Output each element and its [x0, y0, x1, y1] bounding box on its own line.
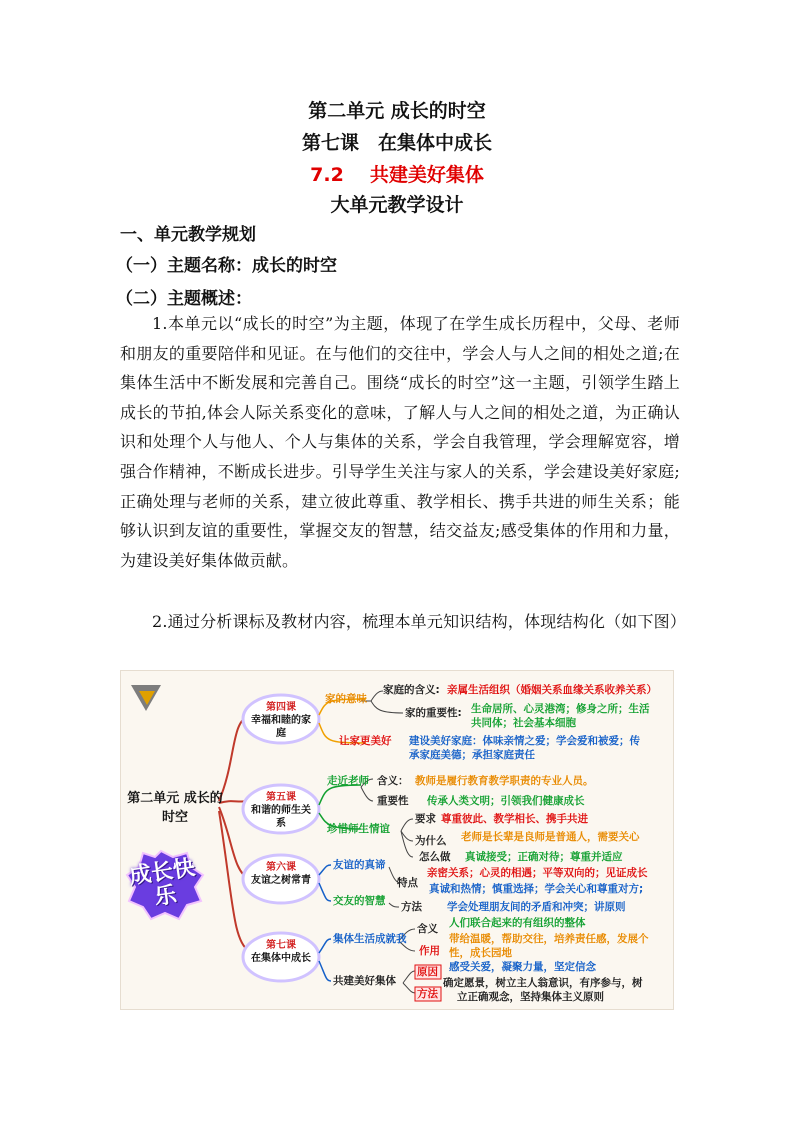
lesson-4-number: 第四课: [266, 702, 296, 713]
l7-method-value-2: 立正确观念，坚持集体主义原则: [457, 991, 604, 1003]
l4-branch-meaning: 家的意味: [325, 693, 367, 705]
heading-unit-plan: 一、单元教学规划: [120, 225, 256, 245]
section-number: 7.2: [310, 164, 344, 186]
l5-requirement-value: 尊重彼此、教学相长、携手共进: [441, 813, 588, 825]
lesson-7-name: 在集体中成长: [251, 953, 311, 964]
l6-method-value-2: 学会处理朋友间的矛盾和冲突；讲原则: [447, 901, 626, 913]
knowledge-mind-map: [120, 670, 674, 1010]
l5-definition-label: 含义：: [377, 775, 409, 787]
l7-definition-label: 含义: [417, 923, 438, 935]
section-title: 共建美好集体: [369, 164, 484, 186]
l7-definition-value: 人们联合起来的有组织的整体: [449, 917, 586, 929]
lesson-6-name: 友谊之树常青: [251, 875, 311, 886]
lesson-5-number: 第五课: [266, 792, 296, 803]
l4-branch-better-home: 让家更美好: [339, 735, 392, 747]
lesson-7-number: 第七课: [266, 940, 296, 951]
l4-better-home-value-2: 承家庭美德；承担家庭责任: [409, 749, 535, 761]
l4-family-definition-label: 家庭的含义:: [383, 684, 440, 696]
l5-why-value: 老师是长辈是良师是普通人，需要关心: [461, 831, 640, 843]
l4-family-definition-value: 亲属生活组织（婚姻关系血缘关系收养关系）: [447, 684, 657, 696]
l6-features-label: 特点: [397, 877, 418, 889]
l7-function-label: 作用: [419, 945, 440, 957]
overview-paragraph-2: 2.通过分析课标及教材内容，梳理本单元知识结构，体现结构化（如下图）: [152, 612, 687, 631]
l5-definition-value: 教师是履行教育教学职责的专业人员。: [415, 775, 594, 787]
design-title: 大单元教学设计: [330, 194, 464, 216]
unit-title: 第二单元 成长的时空: [308, 100, 486, 122]
l7-method-value-1: 确定愿景，树立主人翁意识，有序参与，树: [443, 977, 643, 989]
l7-method-label: 方法: [417, 988, 438, 1000]
mind-map-center-title: 第二单元 成长的时空: [127, 791, 223, 825]
l4-importance-label: 家的重要性:: [405, 707, 462, 719]
l7-branch-collective-life: 集体生活成就我: [333, 933, 407, 945]
l5-branch-cherish: 珍惜师生情谊: [327, 823, 390, 835]
l7-function-value-2: 性，成长园地: [449, 947, 512, 959]
l4-better-home-value-1: 建设美好家庭：体味亲情之爱；学会爱和被爱；传: [409, 735, 640, 747]
l7-function-value-1: 带给温暖，帮助交往，培养责任感，发展个: [449, 933, 649, 945]
l6-branch-friend-wisdom: 交友的智慧: [333, 895, 386, 907]
lesson-title: 第七课 在集体中成长: [301, 132, 492, 154]
heading-theme-name: （一）主题名称：成长的时空: [116, 256, 337, 276]
l5-how-value: 真诚接受；正确对待；尊重并适应: [465, 851, 623, 863]
overview-paragraph-1: 1.本单元以“成长的时空”为主题，体现了在学生成长历程中，父母、老师和朋友的重要陪伴和见证。在与他们的交往中，学会人与人之间的相处之道;在集体生活中不断发展和完善自己。围绕“成长的时空”这一主题，引领学生踏上成长的节拍,体会人际关系变化的意味，了解人与人之间的相处之道，为正确认识和处理个人与他人、个人与集体的关系，学会自我管理，学会理解宽容，增强合作精神，不断成长进步。引导学生关注与家人的关系，学会建设美好家庭;正确处理与老师的关系，建立彼此尊重、教学相长、携手共进的师生关系；能够认识到友谊的重要性，掌握交友的智慧，结交益友;感受集体的作用和力量，为建设美好集体做贡献。: [120, 314, 680, 570]
lesson-4-node: [247, 701, 315, 740]
l4-importance-value-2: 共同体；社会基本细胞: [471, 717, 576, 729]
heading-theme-overview: （二）主题概述：: [116, 289, 252, 309]
l4-importance-value-1: 生命居所、心灵港湾；修身之所；生活: [471, 703, 650, 715]
lesson-5-node: [247, 791, 315, 830]
l5-requirement-label: 要求: [415, 813, 436, 825]
lesson-6-node: [247, 861, 315, 887]
lesson-4-name: 幸福和睦的家庭: [251, 715, 311, 739]
l5-importance-value: 传承人类文明；引领我们健康成长: [427, 795, 585, 807]
l6-method-label: 方法: [401, 901, 422, 913]
l5-why-label: 为什么: [415, 835, 447, 847]
l5-importance-label: 重要性: [377, 795, 409, 807]
l5-how-label: 怎么做: [419, 851, 451, 863]
l7-branch-build-collective: 共建美好集体: [333, 975, 396, 987]
lesson-7-node: [247, 939, 315, 965]
l5-branch-approach-teacher: 走近老师: [327, 775, 369, 787]
l6-features-value: 亲密关系；心灵的相遇；平等双向的；见证成长: [427, 867, 648, 879]
section-heading: [0, 160, 794, 187]
lesson-6-number: 第六课: [266, 862, 296, 873]
l7-reason-label: 原因: [417, 966, 438, 978]
l6-method-value-1: 真诚和热情；慎重选择；学会关心和尊重对方;: [429, 883, 644, 895]
growth-happiness-badge: 成长快乐: [127, 855, 197, 911]
l6-branch-friendship-essence: 友谊的真谛: [333, 859, 386, 871]
lesson-5-name: 和谐的师生关系: [251, 805, 311, 829]
l7-function-value-3: 感受关爱，凝聚力量，坚定信念: [449, 961, 596, 973]
